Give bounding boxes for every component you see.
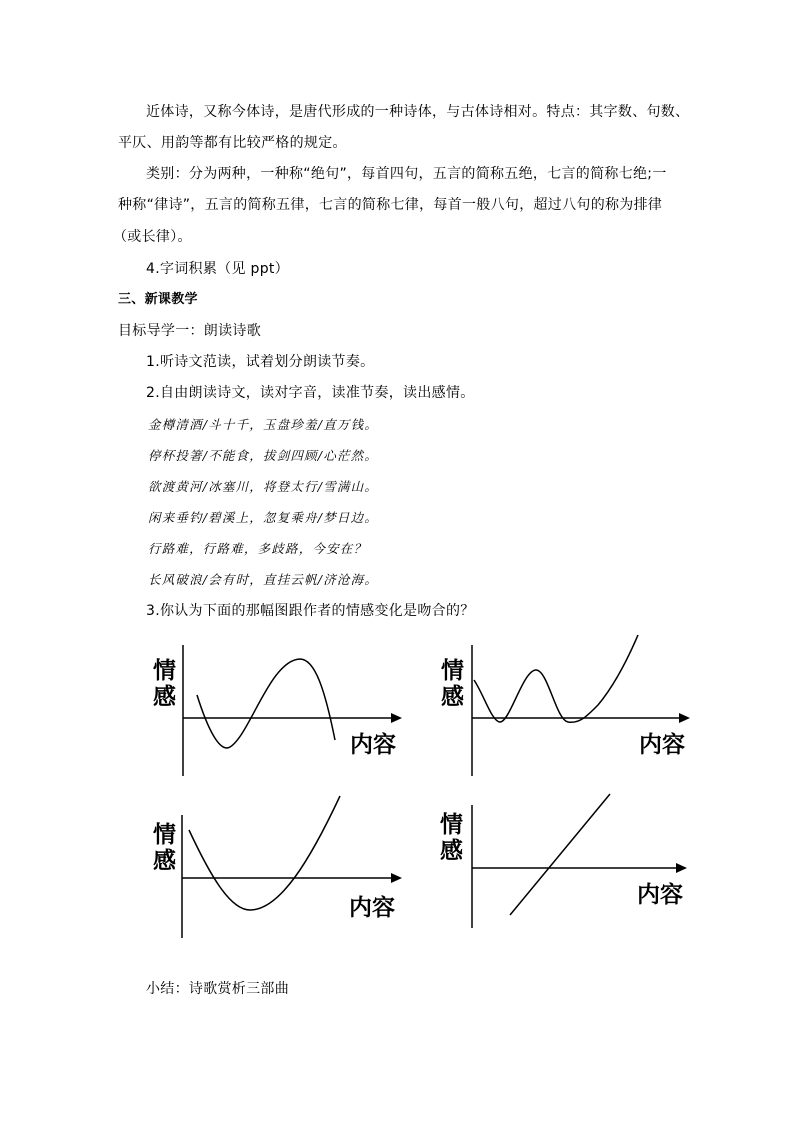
poem-line: 欲渡黄河/冰塞川，将登太行/雪满山。 [148, 479, 379, 494]
intro-paragraph-line-2: 平仄、用韵等都有比较严格的规定。 [118, 135, 347, 151]
y-label-char-1: 情 [153, 822, 176, 848]
step-1: 1.听诗文范读，试着划分朗读节奏。 [146, 354, 375, 370]
goal-heading: 目标导学一：朗读诗歌 [118, 323, 261, 339]
types-paragraph-line-3: （或长律）。 [113, 229, 192, 245]
emotion-line [510, 794, 610, 915]
summary: 小结：诗歌赏析三部曲 [146, 981, 289, 997]
section-heading: 三、新课教学 [118, 292, 198, 307]
y-label-char-1: 情 [441, 658, 464, 684]
poem-line: 闲来垂钓/碧溪上，忽复乘舟/梦日边。 [148, 510, 379, 525]
x-label: 内容 [350, 732, 396, 758]
intro-paragraph-line-1: 近体诗，又称今体诗，是唐代形成的一种诗体，与古体诗相对。特点：其字数、句数、 [146, 104, 690, 120]
y-label-char-2: 感 [440, 838, 463, 864]
x-label: 内容 [349, 895, 395, 921]
types-paragraph-line-1: 类别：分为两种，一种称“绝句”，每首四句，五言的简称五绝，七言的简称七绝;一 [146, 166, 667, 182]
x-axis-arrow [391, 873, 402, 883]
x-label: 内容 [637, 882, 683, 908]
emotion-curve [197, 659, 335, 748]
emotion-graph-c [140, 790, 420, 945]
types-paragraph-line-2: 种称“律诗”，五言的简称五律，七言的简称七律，每首一般八句，超过八句的称为排律 [118, 197, 663, 213]
poem-line: 长风破浪/会有时，直挂云帆/济沧海。 [148, 572, 379, 587]
y-label-char-2: 感 [441, 684, 464, 710]
poem-line: 停杯投箸/不能食，拔剑四顾/心茫然。 [148, 448, 379, 463]
x-axis-arrow [676, 863, 687, 873]
x-axis-arrow [391, 713, 402, 723]
y-label-char-1: 情 [153, 658, 176, 684]
emotion-graph-a [140, 635, 420, 785]
step-2: 2.自由朗读诗文，读对字音，读准节奏，读出感情。 [146, 385, 475, 401]
emotion-curve [189, 796, 340, 910]
y-label-char-2: 感 [153, 684, 176, 710]
y-label-char-1: 情 [440, 812, 463, 838]
emotion-curve [474, 635, 638, 722]
x-label: 内容 [639, 732, 685, 758]
y-label-char-2: 感 [153, 848, 176, 874]
poem-line: 金樽清酒/斗十千，玉盘珍羞/直万钱。 [148, 417, 379, 432]
emotion-graph-b [428, 625, 708, 785]
vocab-item: 4.字词积累（见 ppt） [146, 261, 289, 277]
question-3: 3.你认为下面的那幅图跟作者的情感变化是吻合的？ [146, 603, 475, 619]
emotion-graph-d [428, 790, 708, 930]
x-axis-arrow [679, 713, 690, 723]
poem-line: 行路难，行路难，多歧路，今安在？ [148, 541, 368, 556]
